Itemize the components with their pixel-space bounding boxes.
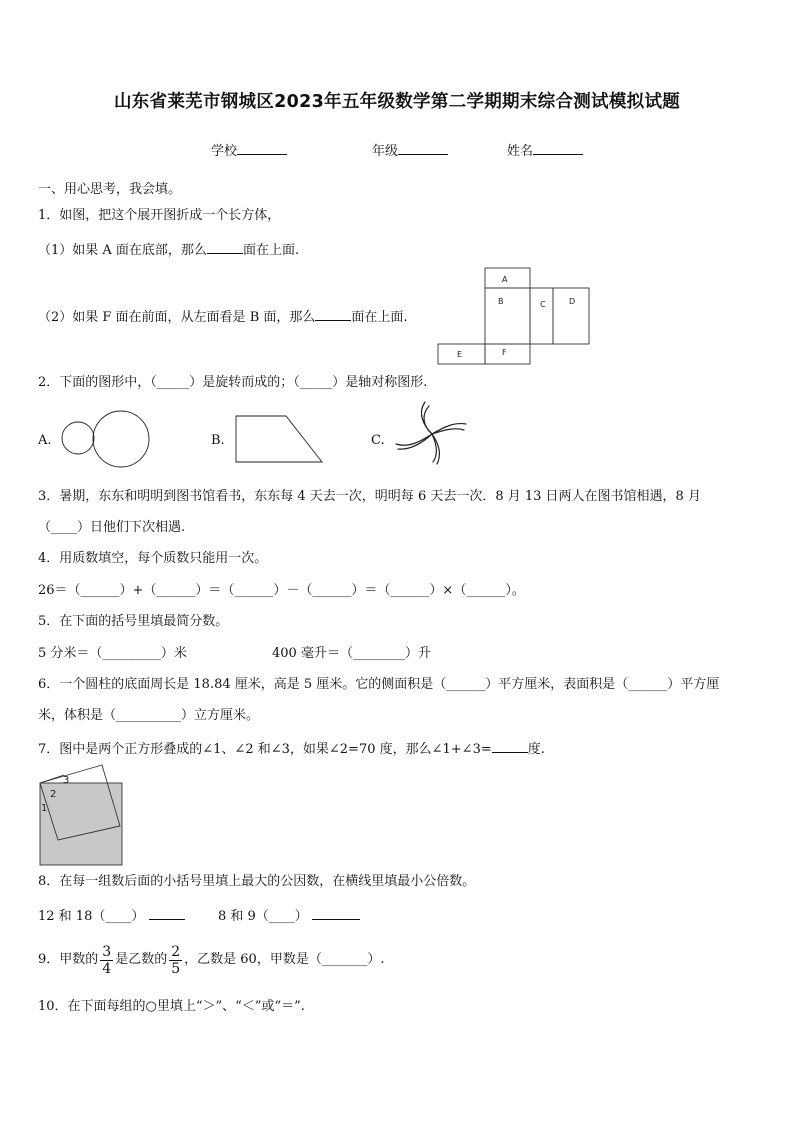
q1-part2: （2）如果 F 面在前面，从左面看是 B 面，那么 面在上面. xyxy=(38,306,408,327)
overlapping-squares-figure xyxy=(38,764,128,868)
face-c xyxy=(530,288,553,344)
q1-part1: （1）如果 A 面在底部，那么 面在上面. xyxy=(38,239,299,260)
section-heading: 一、用心思考，我会填。 xyxy=(38,182,182,197)
q7-stem: 7．图中是两个正方形叠成的∠1、∠2 和∠3，如果∠2=70 度，那么∠1+∠3= 度. xyxy=(38,738,545,759)
q1-part1-blank[interactable] xyxy=(207,239,243,254)
q8-part-b: 8 和 9（____） xyxy=(218,905,360,926)
cuboid-net-figure xyxy=(436,266,596,366)
q7-blank[interactable] xyxy=(492,738,528,753)
name-blank[interactable] xyxy=(533,140,583,155)
school-blank[interactable] xyxy=(237,140,287,155)
face-label-e: E xyxy=(457,350,463,359)
face-label-a: A xyxy=(502,275,508,284)
two-circles-figure xyxy=(58,408,154,472)
fraction-3-4: $\frac{3}{4}$ xyxy=(102,943,112,977)
page-title: 山东省莱芜市钢城区2023年五年级数学第二学期期末综合测试模拟试题 xyxy=(113,92,681,112)
grade-label: 年级 xyxy=(372,144,399,159)
face-label-b: B xyxy=(498,297,504,306)
q5-stem: 5．在下面的括号里填最简分数。 xyxy=(38,614,229,629)
name-label: 姓名 xyxy=(507,144,534,159)
school-field xyxy=(211,140,287,159)
q2-option-b: B. xyxy=(211,433,225,448)
q1-part2-blank[interactable] xyxy=(315,306,351,321)
fraction-2-5: $\frac{2}{5}$ xyxy=(171,943,181,977)
face-label-d: D xyxy=(569,297,576,306)
face-b xyxy=(485,288,530,344)
q8-part-a-blank[interactable] xyxy=(149,905,185,920)
angle-label-1: 1 xyxy=(41,803,48,814)
q8-stem: 8．在每一组数后面的小括号里填上最大的公因数，在横线里填最小公倍数。 xyxy=(38,874,476,889)
grade-field xyxy=(372,140,448,159)
face-label-f: F xyxy=(502,348,507,357)
angle-label-2: 2 xyxy=(50,789,57,800)
q2-option-a: A. xyxy=(38,433,52,448)
grade-blank[interactable] xyxy=(398,140,448,155)
q2-stem: 2．下面的图形中，（_____）是旋转而成的；（_____）是轴对称图形. xyxy=(38,375,428,390)
face-f xyxy=(485,344,530,364)
face-a xyxy=(485,268,530,288)
q3-line2: （____）日他们下次相遇. xyxy=(38,520,186,535)
q5-part-b: 400 毫升＝（________）升 xyxy=(272,646,431,661)
name-field xyxy=(507,140,583,159)
q1-stem: 1．如图，把这个展开图折成一个长方体， xyxy=(38,208,281,223)
face-label-c: C xyxy=(540,300,546,309)
q4-equation: 26＝（______）+（______）＝（______）－（______）＝（______）×（______）。 xyxy=(38,583,525,598)
trapezoid-figure xyxy=(234,414,326,466)
q9-line: 9．甲数的 $\frac{3}{4}$ 是乙数的 $\frac{2}{5}$ ，乙数是 60，甲数是（_______）. xyxy=(38,943,385,977)
q6-line2: 米，体积是（__________）立方厘米。 xyxy=(38,708,260,723)
q10-stem: 10．在下面每组的○里填上“＞”、“＜”或“＝”. xyxy=(38,999,305,1014)
q3-line1: 3．暑期，东东和明明到图书馆看书，东东每 4 天去一次，明明每 6 天去一次．8 月 13 日两人在图书馆相遇，8 月 xyxy=(38,489,701,504)
school-label: 学校 xyxy=(211,144,238,159)
q6-line1: 6．一个圆柱的底面周长是 18.84 厘米，高是 5 厘米。它的侧面积是（______）平方厘米，表面积是（______）平方厘 xyxy=(38,677,720,692)
q5-part-a: 5 分米＝（_________）米 xyxy=(38,646,187,661)
pinwheel-figure xyxy=(392,400,472,468)
q4-stem: 4．用质数填空，每个质数只能用一次。 xyxy=(38,551,268,566)
q8-part-b-blank[interactable] xyxy=(312,905,360,920)
q2-option-c: C. xyxy=(371,433,385,448)
q8-part-a: 12 和 18（____） xyxy=(38,905,185,926)
angle-label-3: 3 xyxy=(63,775,70,786)
